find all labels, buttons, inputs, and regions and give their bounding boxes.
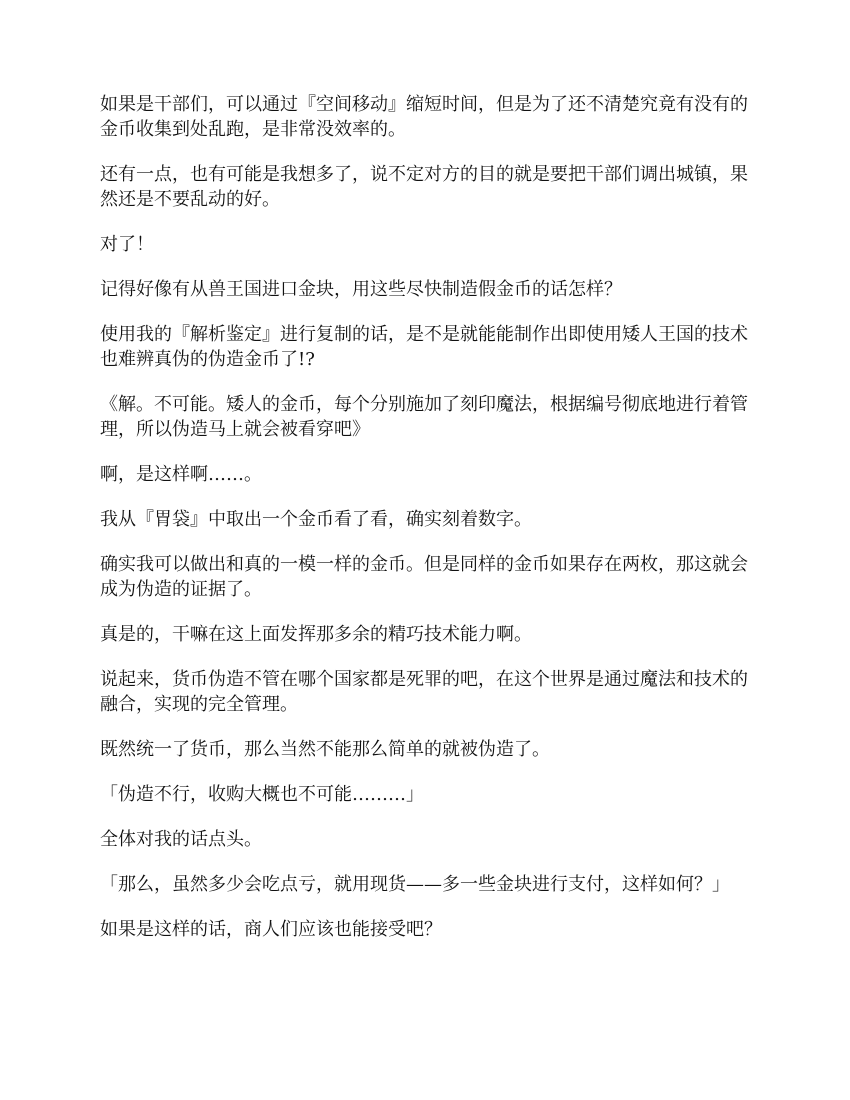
paragraph: 如果是这样的话，商人们应该也能接受吧？ bbox=[100, 919, 442, 940]
paragraph: 对了！ bbox=[100, 234, 154, 255]
paragraph: 啊，是这样啊……。 bbox=[100, 464, 262, 485]
paragraph: 全体对我的话点头。 bbox=[100, 829, 262, 850]
paragraph: 「伪造不行，收购大概也不可能………」 bbox=[100, 784, 424, 805]
paragraph: 《解。不可能。矮人的金币，每个分别施加了刻印魔法，根据编号彻底地进行着管理，所以伪造马上就会被看穿吧》 bbox=[100, 394, 748, 440]
paragraph: 「那么，虽然多少会吃点亏，就用现货——多一些金块进行支付，这样如何？」 bbox=[100, 874, 730, 895]
paragraph: 我从『胃袋』中取出一个金币看了看，确实刻着数字。 bbox=[100, 509, 532, 530]
paragraph: 确实我可以做出和真的一模一样的金币。但是同样的金币如果存在两枚，那这就会成为伪造的证据了。 bbox=[100, 554, 748, 600]
paragraph: 说起来，货币伪造不管在哪个国家都是死罪的吧，在这个世界是通过魔法和技术的融合，实现的完全管理。 bbox=[100, 669, 748, 715]
paragraph: 如果是干部们，可以通过『空间移动』缩短时间，但是为了还不清楚究竟有没有的金币收集到处乱跑，是非常没效率的。 bbox=[100, 94, 748, 140]
paragraph: 真是的，干嘛在这上面发挥那多余的精巧技术能力啊。 bbox=[100, 624, 532, 645]
paragraph: 既然统一了货币，那么当然不能那么简单的就被伪造了。 bbox=[100, 739, 550, 760]
paragraph: 还有一点，也有可能是我想多了，说不定对方的目的就是要把干部们调出城镇，果然还是不要乱动的好。 bbox=[100, 164, 748, 210]
paragraph: 记得好像有从兽王国进口金块，用这些尽快制造假金币的话怎样？ bbox=[100, 279, 622, 300]
paragraph: 使用我的『解析鉴定』进行复制的话，是不是就能能制作出即使用矮人王国的技术也难辨真伪的伪造金币了!? bbox=[100, 324, 748, 370]
